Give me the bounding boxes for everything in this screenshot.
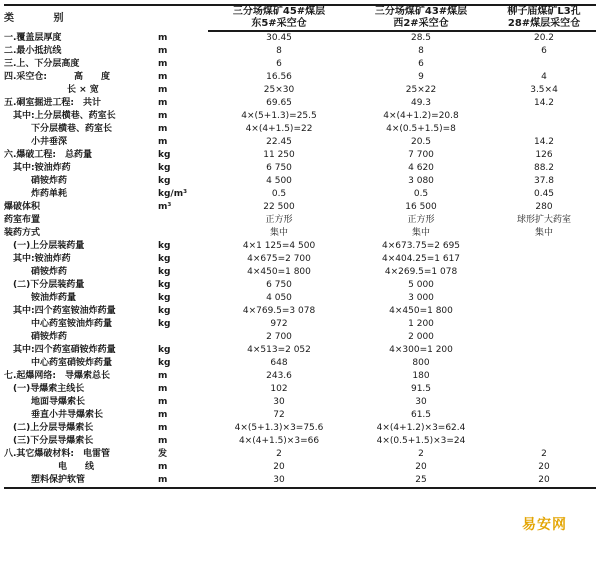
table-body [4,31,596,488]
row-unit: kg [158,319,171,329]
row-value-col-a: 243.6 [266,371,292,381]
row-value-col-b: 28.5 [410,33,432,43]
row-unit: kg [158,345,171,355]
row-value-col-a: 2 700 [266,332,292,342]
row-value-col-c: 37.8 [533,176,555,186]
row-label: (一)上分层装药量 [4,241,85,251]
row-value-col-a: 4×450=1 800 [247,267,311,277]
row-value-col-b: 4×300=1 200 [389,345,453,355]
row-value-col-b: 8 [418,46,424,56]
row-value-col-b: 7 700 [408,150,434,160]
row-unit: m [158,384,168,394]
row-value-col-a: 972 [270,319,288,329]
row-label: 其中:铵油炸药 [4,163,71,173]
row-value-col-a: 20 [273,462,285,472]
row-value-col-b: 1 200 [408,319,434,329]
row-value-col-c [492,370,596,383]
table-row [4,461,596,474]
row-value-col-c: 6 [541,46,547,56]
row-value-col-a: 4×(5+1.3)=25.5 [241,111,317,121]
row-unit: kg/m³ [158,189,188,199]
row-unit: kg [158,358,171,368]
row-value-col-c [492,357,596,370]
table-row [4,383,596,396]
row-value-col-b: 30 [415,397,427,407]
row-value-col-a: 4 050 [266,293,292,303]
table-row [4,84,596,97]
row-unit: m [158,85,168,95]
table-row [4,188,596,201]
row-value-col-b: 0.5 [413,189,429,199]
row-value-col-c [492,318,596,331]
row-value-col-a: 4×(4+1.5)×3=66 [238,436,320,446]
table-row [4,344,596,357]
row-value-col-c [492,110,596,123]
row-value-col-c: 0.45 [533,189,555,199]
row-value-col-c [492,240,596,253]
row-value-col-b: 4×(0.5+1.5)×3=24 [376,436,466,446]
row-value-col-b: 2 000 [408,332,434,342]
table-row [4,149,596,162]
row-value-col-a: 16.56 [266,72,292,82]
row-value-col-b: 5 000 [408,280,434,290]
row-label: 塑料保护软管 [4,474,158,488]
table-row [4,110,596,123]
row-value-col-c: 20 [492,474,596,488]
table-row [4,422,596,435]
row-unit: m [158,59,168,69]
row-value-col-c [492,266,596,279]
row-value-col-c [492,383,596,396]
row-value-col-c [492,123,596,136]
row-unit: m [158,371,168,381]
row-unit: kg [158,150,171,160]
table-row [4,214,596,227]
row-value-col-b: 25×22 [405,85,437,95]
table-row [4,435,596,448]
table-row [4,240,596,253]
row-value-col-a: 4×513=2 052 [247,345,311,355]
row-value-col-c [492,292,596,305]
header-col-a-line2: 东5#采空仓 [208,18,350,31]
row-value-col-b: 4×450=1 800 [389,306,453,316]
row-value-col-a: 2 [276,449,282,459]
row-label: (一)导爆索主线长 [4,384,85,394]
row-label: 中心药室硝铵炸药量 [4,358,113,368]
row-value-col-c: 2 [541,449,547,459]
row-value-col-c: 280 [535,202,553,212]
row-value-col-c [492,253,596,266]
row-label: 其中:四个药室硝铵炸药量 [4,345,116,355]
row-label: 硝铵炸药 [4,176,68,186]
row-value-col-c: 球形扩大药室 [517,215,572,225]
header-col-c-line2: 28#煤层采空仓 [492,18,596,31]
row-label: 小井垂深 [4,137,68,147]
row-value-col-c: 14.2 [533,98,555,108]
row-value-col-a: 4×(4+1.5)=22 [245,124,313,134]
row-unit: kg [158,293,171,303]
table-row [4,97,596,110]
row-label: 六.爆破工程: 总药量 [4,150,93,160]
table-row [4,31,596,45]
row-value-col-b: 3 080 [408,176,434,186]
row-value-col-c: 4 [541,72,547,82]
row-unit: kg [158,163,171,173]
row-value-col-b: 49.3 [410,98,432,108]
blasting-parameters-table [4,4,596,489]
row-label: 电 线 [4,462,95,472]
row-unit: kg [158,267,171,277]
table-row [4,331,596,344]
table-row [4,357,596,370]
table-row [4,474,596,488]
row-label: 中心药室铵油炸药量 [4,319,113,329]
row-unit: 发 [158,449,168,459]
row-label: 下分层横巷、药室长 [4,124,113,134]
row-value-col-b: 800 [412,358,430,368]
row-value-col-a: 72 [273,410,285,420]
data-sheet [4,4,596,489]
row-label: (二)上分层导爆索长 [4,423,94,433]
row-value-col-b: 61.5 [410,410,432,420]
row-value-col-c: 20 [538,462,550,472]
header-col-b-line1: 三分场煤矿43#煤层 [350,5,492,18]
row-label: 铵油炸药量 [4,293,77,303]
header-col-a-line1: 三分场煤矿45#煤层 [208,5,350,18]
row-unit: kg [158,306,171,316]
table-row [4,292,596,305]
row-value-col-c: 集中 [535,228,554,238]
row-value-col-b: 16 500 [405,202,437,212]
row-value-col-b: 3 000 [408,293,434,303]
row-value-col-a: 25×30 [263,85,295,95]
table-row [4,305,596,318]
row-value-col-a: 30 [273,397,285,407]
row-unit: m [158,462,168,472]
row-unit: m [158,72,168,82]
row-unit: m [158,46,168,56]
row-value-col-a: 6 750 [266,163,292,173]
row-value-col-b: 4 620 [408,163,434,173]
row-value-col-a: 6 750 [266,280,292,290]
row-unit: kg [158,280,171,290]
row-value-col-c [492,409,596,422]
row-label: 八.其它爆破材料: 电雷管 [4,449,111,459]
row-label: 五.硐室掘进工程: 共计 [4,98,102,108]
row-value-col-b: 4×(0.5+1.5)=8 [386,124,456,134]
row-value-col-c [492,58,596,71]
row-value-col-a: 集中 [270,228,289,238]
table-row [4,58,596,71]
watermark-logo: 易安网 [522,517,567,533]
row-value-col-c [492,279,596,292]
row-value-col-a: 正方形 [265,215,293,225]
table-row [4,71,596,84]
row-value-col-a: 4×769.5=3 078 [242,306,316,316]
row-value-col-a: 30 [208,474,350,488]
row-value-col-b: 9 [418,72,424,82]
row-value-col-b: 4×(4+1.2)×3=62.4 [376,423,466,433]
row-value-col-b: 集中 [412,228,431,238]
row-value-col-c [492,435,596,448]
table-row [4,266,596,279]
row-label: 四.采空仓: 高 度 [4,72,111,82]
row-label: 其中:上分层横巷、药室长 [4,111,116,121]
table-row [4,396,596,409]
row-value-col-c: 14.2 [533,137,555,147]
row-unit: kg [158,176,171,186]
row-unit: m [158,410,168,420]
row-value-col-b: 4×269.5=1 078 [384,267,458,277]
row-value-col-b: 4×673.75=2 695 [381,241,461,251]
header-col-c-line1: 柳子庙煤矿L3孔 [492,5,596,18]
row-unit: m [158,124,168,134]
row-value-col-b: 91.5 [410,384,432,394]
row-label: 药室布置 [4,215,41,225]
row-unit: m [158,32,168,43]
row-value-col-a: 4×675=2 700 [247,254,311,264]
table-row [4,227,596,240]
row-value-col-a: 69.65 [266,98,292,108]
header-row-1 [4,5,596,18]
row-value-col-a: 4×(5+1.3)×3=75.6 [234,423,324,433]
row-value-col-c [492,305,596,318]
row-value-col-c [492,344,596,357]
row-unit: kg [158,254,171,264]
header-col-b-line2: 西2#采空仓 [350,18,492,31]
row-value-col-a: 22 500 [263,202,295,212]
row-label: (三)下分层导爆索长 [4,436,94,446]
header-category: 类 别 [4,5,208,31]
table-row [4,279,596,292]
row-value-col-b: 20.5 [410,137,432,147]
row-value-col-a: 11 250 [263,150,295,160]
row-unit [158,227,208,240]
row-value-col-c: 3.5×4 [530,85,558,95]
row-label: 七.起爆网络: 导爆索总长 [4,371,111,381]
row-unit: m [158,397,168,407]
row-unit: m [158,436,168,446]
row-value-col-c [492,422,596,435]
row-label: 三.上、下分层高度 [4,59,80,69]
row-label: 其中:铵油炸药 [4,254,71,264]
table-row [4,175,596,188]
row-unit [158,331,208,344]
table-row [4,318,596,331]
row-value-col-a: 102 [270,384,288,394]
row-value-col-b: 2 [418,449,424,459]
row-unit: kg [158,241,171,251]
row-value-col-c [492,396,596,409]
row-value-col-a: 22.45 [266,137,292,147]
table-row [4,409,596,422]
row-unit: m [158,423,168,433]
row-value-col-c: 20.2 [533,33,555,43]
row-value-col-a: 4 500 [266,176,292,186]
row-unit: m³ [158,202,172,212]
row-value-col-a: 0.5 [271,189,287,199]
row-value-col-b: 20 [415,462,427,472]
row-value-col-b: 180 [412,371,430,381]
table-row [4,370,596,383]
row-label: 其中:四个药室铵油炸药量 [4,306,116,316]
row-unit [158,214,208,227]
row-label: 硝铵炸药 [4,267,68,277]
row-label: 炸药单耗 [4,189,68,199]
row-label: 长 × 宽 [4,85,99,95]
row-value-col-b: 4×404.25=1 617 [381,254,461,264]
table-row [4,201,596,214]
row-unit: m [158,111,168,121]
row-label: 二.最小抵抗线 [4,46,62,56]
row-value-col-c: 88.2 [533,163,555,173]
row-label: 装药方式 [4,228,41,238]
row-value-col-a: 30.45 [266,33,292,43]
row-label: 硝铵炸药 [4,332,68,342]
row-value-col-b: 6 [418,59,424,69]
row-unit: m [158,137,168,147]
row-label: 地面导爆索长 [4,397,86,407]
row-label: 垂直小井导爆索长 [4,410,104,420]
row-label: 一.覆盖层厚度 [4,32,62,43]
row-value-col-b: 25 [350,474,492,488]
row-label: (二)下分层装药量 [4,280,85,290]
row-value-col-c [492,331,596,344]
table-row [4,136,596,149]
row-value-col-b: 正方形 [407,215,435,225]
row-value-col-c: 126 [535,150,553,160]
table-row [4,45,596,58]
table-row [4,123,596,136]
table-row [4,448,596,461]
row-value-col-a: 4×1 125=4 500 [242,241,316,251]
row-unit: m [158,98,168,108]
table-row [4,253,596,266]
row-value-col-b: 4×(4+1.2)=20.8 [383,111,459,121]
row-value-col-a: 648 [270,358,288,368]
table-row [4,162,596,175]
row-value-col-a: 6 [276,59,282,69]
row-label: 爆破体积 [4,202,41,212]
row-unit: m [158,474,208,488]
row-value-col-a: 8 [276,46,282,56]
